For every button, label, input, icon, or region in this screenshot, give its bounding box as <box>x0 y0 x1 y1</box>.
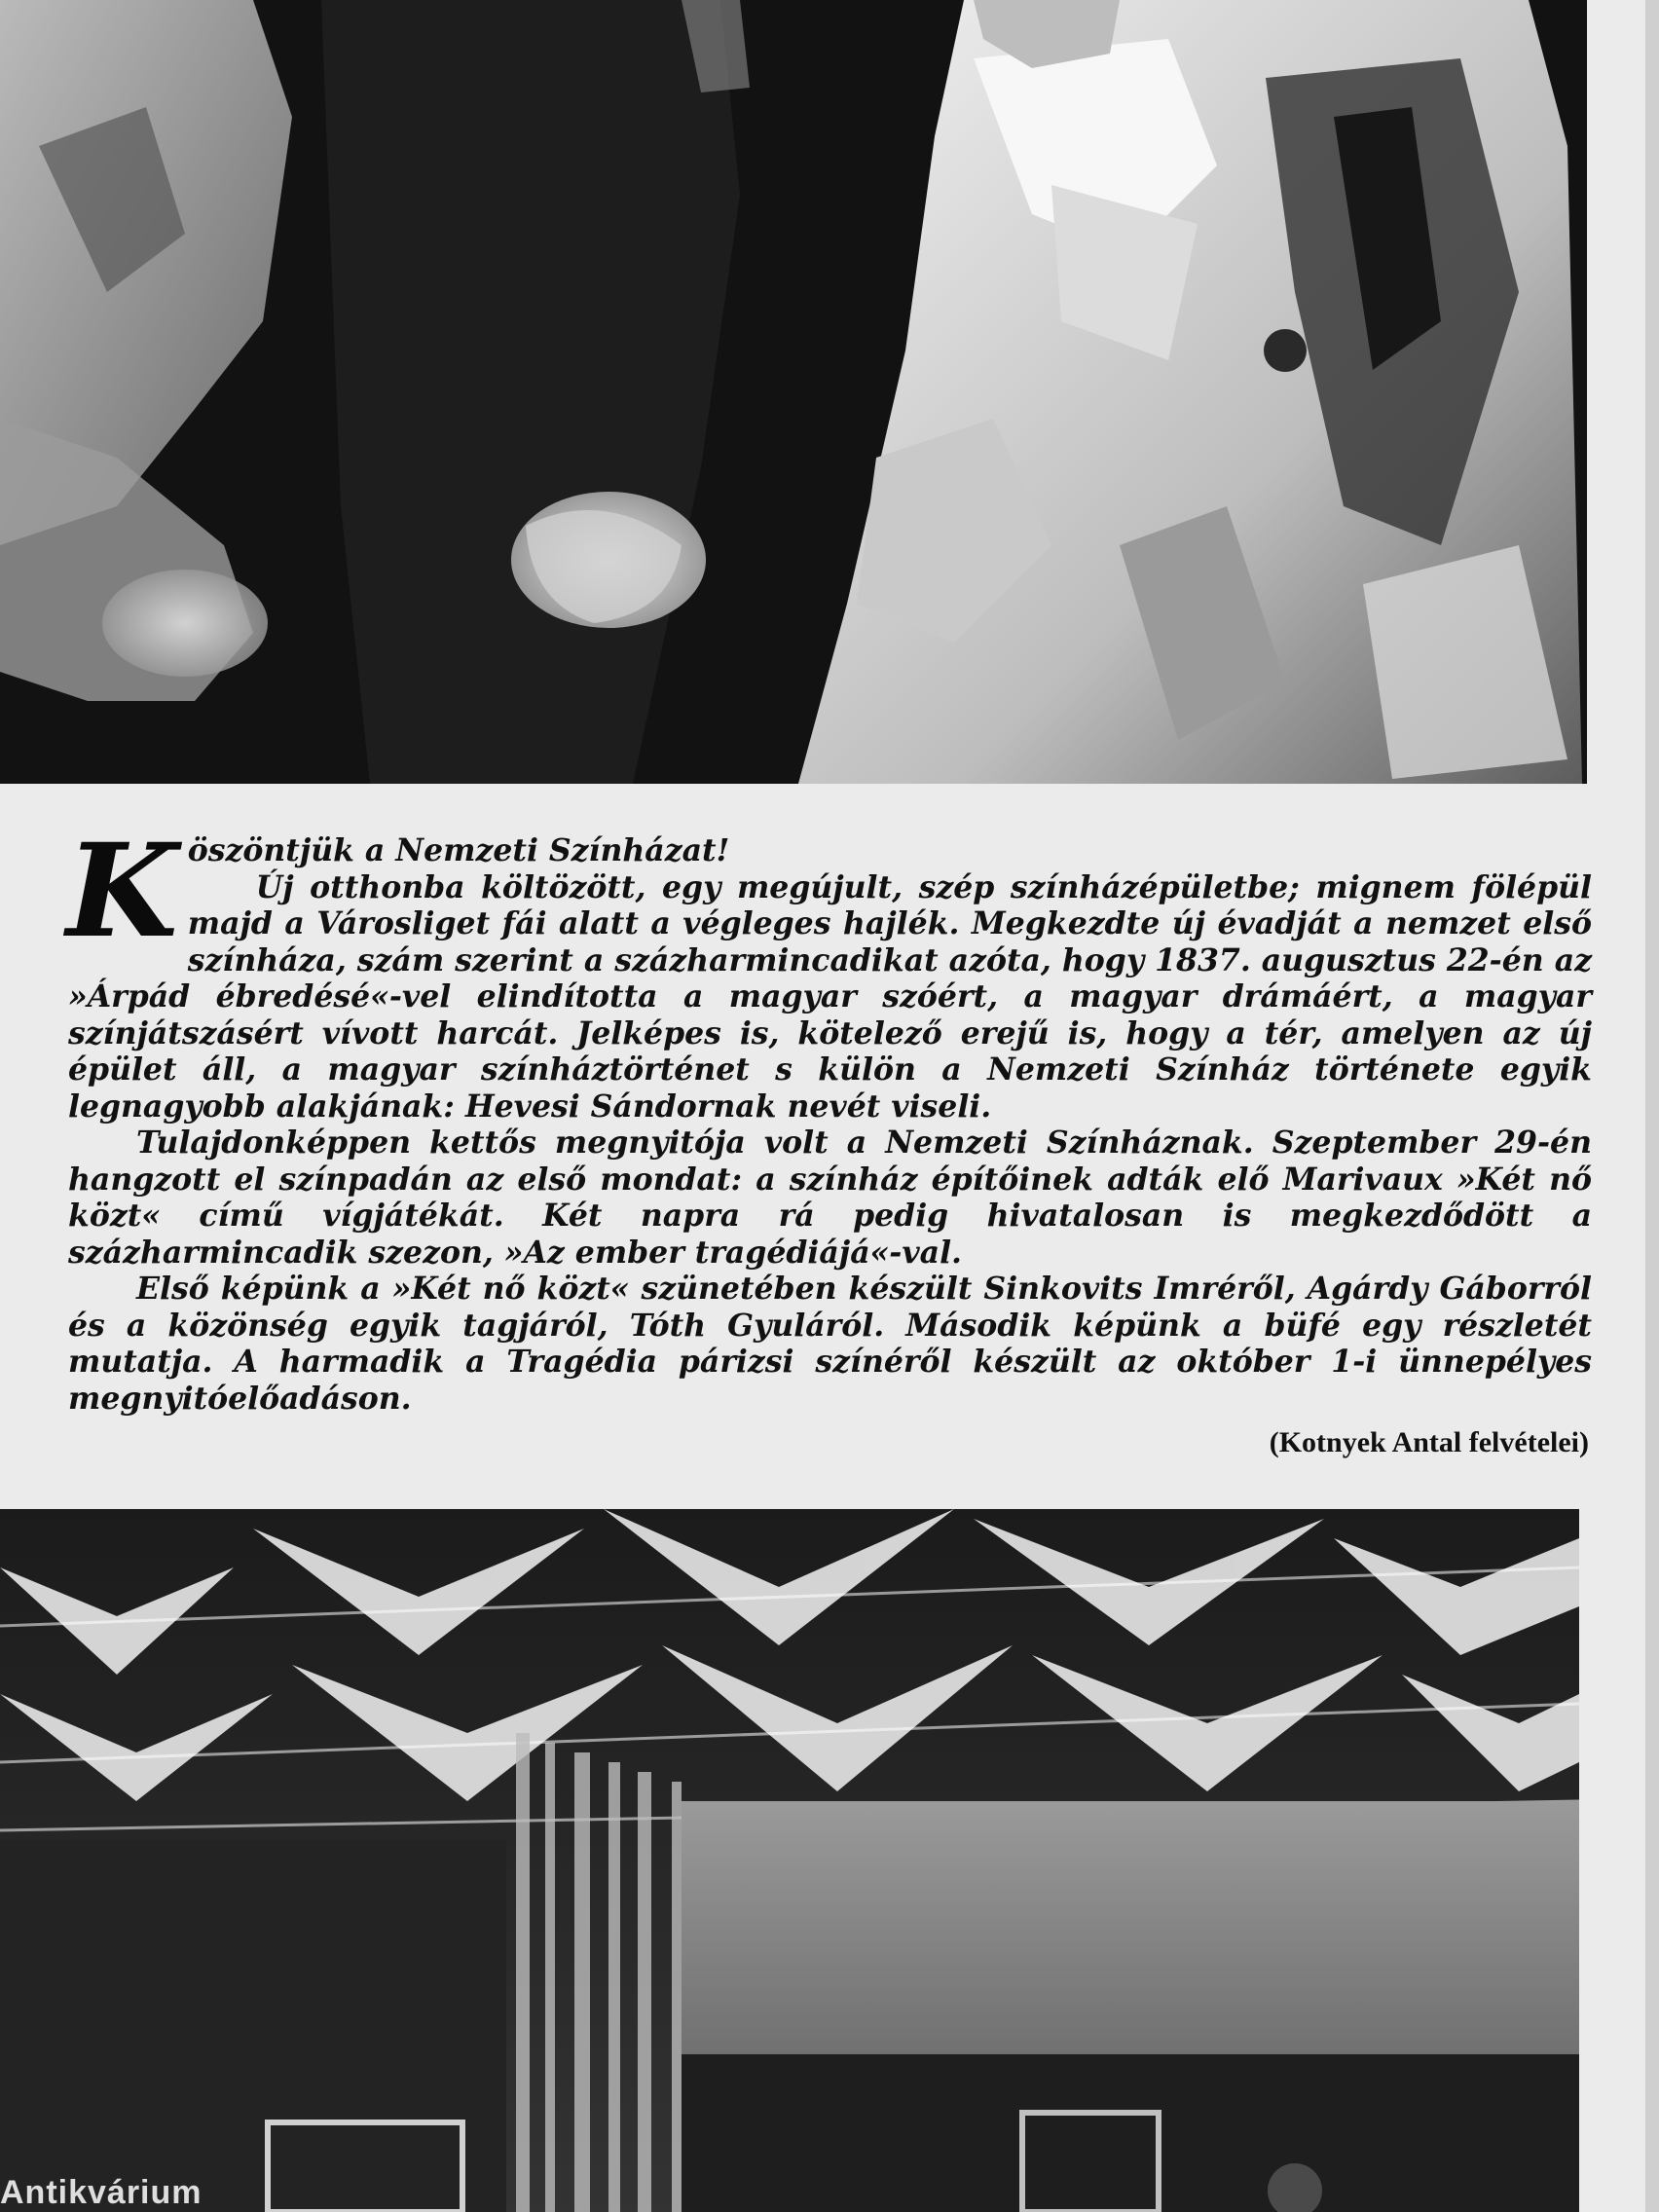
article-paragraph-3: Első képünk a »Két nő közt« szünetében készült Sinkovits Imréről, Agárdy Gáborról és a közönség egyik tagjáról, Tóth Gyuláról. Második képünk a büfé egy részletét mutatja. A harmadik a Tragédia párizsi színéről készült az október 1-i ünnepélyes megnyitóelőadáson. <box>68 1271 1592 1417</box>
photo-credit: (Kotnyek Antal felvételei) <box>1269 1426 1589 1458</box>
drop-cap: K <box>66 816 178 967</box>
top-photograph <box>0 0 1587 784</box>
watermark-text: Antikvárium <box>0 2174 203 2211</box>
page-edge <box>1645 0 1659 2212</box>
article-paragraph-2: Tulajdonképpen kettős megnyitója volt a Nemzeti Színháznak. Szeptember 29-én hangzott el színpadán az első mondat: a színház építőinek adták elő Marivaux »Két nő közt« című vígjátékát. Két napra rá pedig hivatalosan is megkezdődött a százharmincadik szezon, »Az ember tragédiájá«-val. <box>68 1124 1592 1271</box>
article-paragraph-1: Új otthonba költözött, egy megújult, szép színházépületbe; mignem fölépül majd a Városliget fái alatt a végleges hajlék. Megkezdte új évadját a nemzet első színháza, szám szerint a százharmincadikat azóta, hogy 1837. augusztus 22-én az »Árpád ébredésé«-vel elindította a magyar szóért, a magyar drámáért, a magyar színjátszásért vívott harcát. Jelképes is, kötelező erejű is, hogy a tér, amelyen az új épület áll, a magyar színháztörténet s külön a Nemzeti Színház története egyik legnagyobb alakjának: Hevesi Sándornak nevét viseli. <box>68 868 1592 1124</box>
article-body <box>66 816 1592 1417</box>
article-headline: öszöntjük a Nemzeti Színházat! <box>187 832 730 868</box>
bottom-photograph <box>0 1509 1579 2212</box>
buffet-ceiling-photo-illustration <box>0 1509 1579 2212</box>
actors-photo-illustration <box>0 0 1587 784</box>
